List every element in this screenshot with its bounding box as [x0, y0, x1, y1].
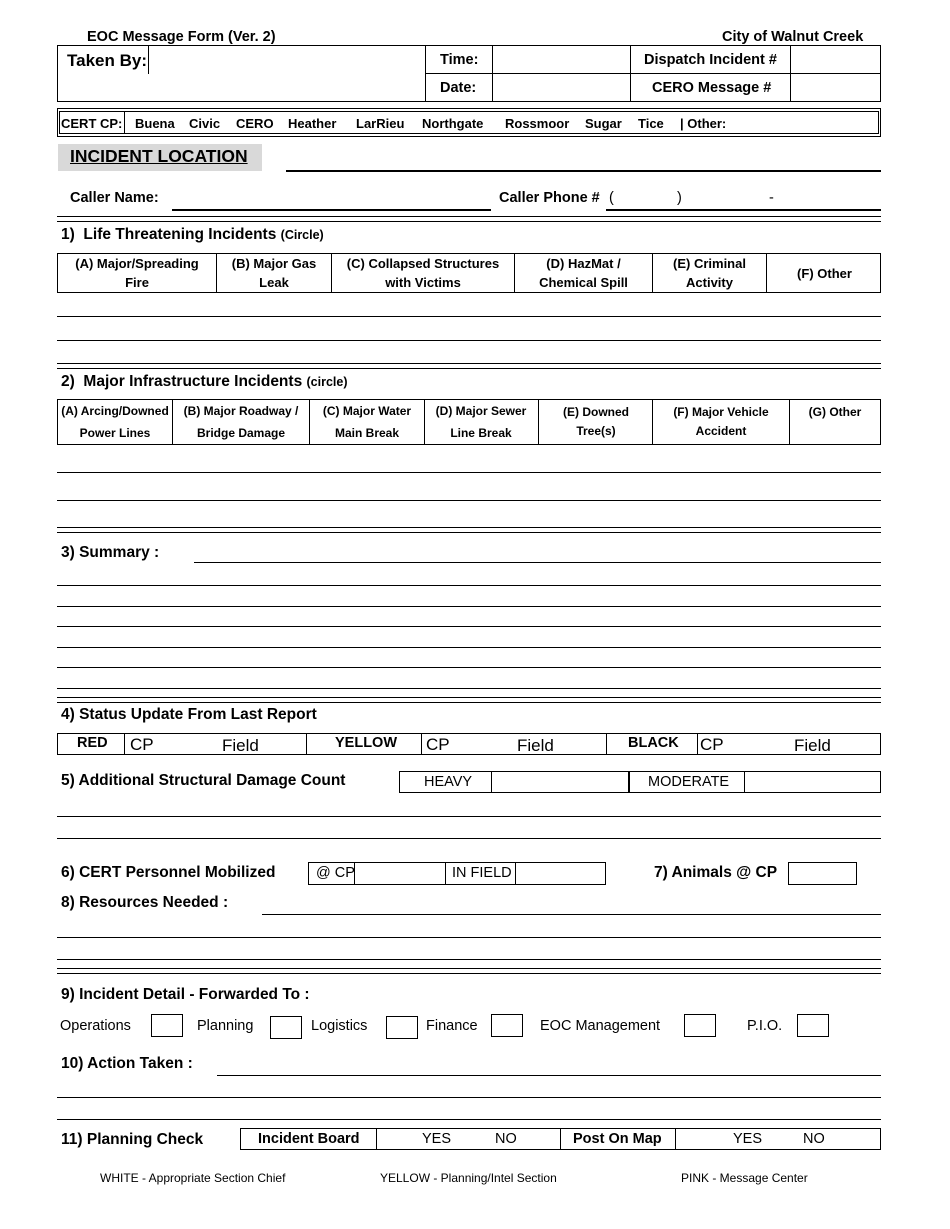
cert-cp-label: CERT CP:	[61, 116, 123, 131]
forward-eoc-management-label: EOC Management	[540, 1018, 661, 1034]
animals-label: 7) Animals @ CP	[654, 864, 778, 881]
time-field[interactable]	[494, 47, 628, 72]
dispatch-incident-field[interactable]	[792, 47, 878, 72]
black-label: BLACK	[628, 735, 679, 751]
incident-detail-label: 9) Incident Detail - Forwarded To :	[61, 986, 310, 1003]
taken-by-label: Taken By:	[67, 51, 147, 70]
caller-phone-label: Caller Phone #	[499, 190, 600, 206]
incident-board-label: Incident Board	[258, 1131, 360, 1147]
forward-logistics-checkbox[interactable]	[386, 1016, 418, 1039]
incident-location-title: INCIDENT LOCATION	[70, 146, 248, 166]
writing-line[interactable]	[57, 937, 881, 938]
at-cp-label: @ CP	[316, 865, 355, 881]
phone-close-paren: )	[677, 190, 682, 206]
resources-needed-label: 8) Resources Needed :	[61, 894, 229, 911]
post-on-map-yes[interactable]: YES	[733, 1131, 763, 1147]
caller-name-label: Caller Name:	[70, 190, 159, 206]
forward-pio-label: P.I.O.	[747, 1018, 783, 1034]
infrastructure-option[interactable]: (A) Arcing/Downed Power Lines	[61, 404, 169, 440]
life-threat-option[interactable]: (F) Other	[797, 265, 852, 281]
infrastructure-option[interactable]: (D) Major Sewer Line Break	[435, 404, 527, 440]
cero-message-field[interactable]	[792, 75, 878, 100]
writing-line[interactable]	[57, 316, 881, 317]
post-on-map-no[interactable]: NO	[803, 1131, 825, 1147]
summary-field[interactable]	[194, 562, 881, 563]
section1-heading: 1) Life Threatening Incidents (Circle)	[61, 226, 324, 243]
cert-cp-option[interactable]: Rossmoor	[505, 116, 570, 131]
forward-operations-checkbox[interactable]	[151, 1014, 183, 1037]
cert-cp-option[interactable]: Heather	[288, 116, 337, 131]
life-threat-option[interactable]: (D) HazMat / Chemical Spill	[539, 256, 628, 290]
resources-needed-field[interactable]	[262, 914, 881, 915]
infrastructure-option[interactable]: (B) Major Roadway / Bridge Damage	[183, 404, 299, 440]
infrastructure-option[interactable]: (G) Other	[808, 404, 862, 419]
forward-finance-label: Finance	[426, 1018, 478, 1034]
footer-yellow-copy: YELLOW - Planning/Intel Section	[380, 1171, 557, 1185]
date-field[interactable]	[494, 75, 628, 100]
status-update-label: 4) Status Update From Last Report	[61, 706, 317, 723]
cert-cp-other[interactable]: | Other:	[680, 116, 727, 131]
incident-location-field[interactable]	[286, 170, 881, 172]
footer-pink-copy: PINK - Message Center	[681, 1171, 808, 1185]
cert-cp-option[interactable]: Civic	[189, 116, 221, 131]
taken-by-field[interactable]	[150, 47, 422, 72]
date-label: Date:	[440, 80, 477, 96]
phone-open-paren: (	[609, 190, 614, 206]
post-on-map-label: Post On Map	[573, 1131, 662, 1147]
form-title: EOC Message Form (Ver. 2)	[87, 29, 276, 45]
heavy-count-field[interactable]	[493, 772, 627, 792]
forward-planning-label: Planning	[197, 1018, 254, 1034]
writing-line[interactable]	[57, 647, 881, 648]
section-divider	[57, 697, 881, 703]
life-threat-option[interactable]: (B) Major Gas Leak	[231, 256, 317, 290]
yellow-label: YELLOW	[335, 735, 398, 751]
writing-line[interactable]	[57, 500, 881, 501]
writing-line[interactable]	[57, 838, 881, 839]
caller-phone-field[interactable]	[606, 209, 881, 211]
life-threat-option[interactable]: (C) Collapsed Structures with Victims	[346, 256, 500, 290]
red-cp[interactable]: CP	[130, 735, 154, 754]
at-cp-field[interactable]	[356, 864, 443, 884]
writing-line[interactable]	[57, 959, 881, 960]
moderate-count-field[interactable]	[746, 772, 879, 792]
time-label: Time:	[440, 52, 479, 68]
dispatch-incident-label: Dispatch Incident #	[644, 52, 777, 68]
yellow-cp[interactable]: CP	[426, 735, 450, 754]
moderate-label: MODERATE	[648, 774, 730, 790]
cert-cp-option[interactable]: Northgate	[422, 116, 484, 131]
phone-dash: -	[769, 190, 774, 206]
forward-operations-label: Operations	[60, 1018, 131, 1034]
in-field-label: IN FIELD	[452, 865, 512, 881]
footer-white-copy: WHITE - Appropriate Section Chief	[100, 1171, 286, 1185]
black-field[interactable]: Field	[794, 736, 831, 755]
writing-line[interactable]	[57, 585, 881, 586]
structural-damage-label: 5) Additional Structural Damage Count	[61, 772, 346, 789]
heavy-label: HEAVY	[424, 774, 473, 790]
infrastructure-option[interactable]: (F) Major Vehicle Accident	[673, 405, 769, 438]
writing-line[interactable]	[57, 667, 881, 668]
cero-message-label: CERO Message #	[652, 80, 772, 96]
forward-pio-checkbox[interactable]	[797, 1014, 829, 1037]
writing-line[interactable]	[57, 1119, 881, 1120]
writing-line[interactable]	[57, 606, 881, 607]
cert-cp-option[interactable]: Tice	[638, 116, 664, 131]
life-threat-option[interactable]: (E) Criminal Activity	[673, 256, 746, 290]
writing-line[interactable]	[57, 626, 881, 627]
cert-cp-option[interactable]: CERO	[236, 116, 274, 131]
writing-line[interactable]	[57, 688, 881, 689]
cert-cp-option[interactable]: LarRieu	[356, 116, 405, 131]
in-field-field[interactable]	[517, 864, 604, 884]
red-field[interactable]: Field	[222, 736, 259, 755]
cert-cp-option[interactable]: Buena	[135, 116, 175, 131]
caller-name-field[interactable]	[172, 209, 491, 211]
forward-finance-checkbox[interactable]	[491, 1014, 523, 1037]
section-divider	[57, 968, 881, 974]
forward-logistics-label: Logistics	[311, 1018, 368, 1034]
section-divider	[57, 216, 881, 222]
infrastructure-option[interactable]: (E) Downed Tree(s)	[563, 405, 629, 438]
red-label: RED	[77, 735, 108, 751]
planning-check-label: 11) Planning Check	[61, 1131, 204, 1148]
forward-eoc-management-checkbox[interactable]	[684, 1014, 716, 1037]
infrastructure-option[interactable]: (C) Major Water Main Break	[322, 404, 412, 440]
black-cp[interactable]: CP	[700, 735, 724, 754]
cert-cp-option[interactable]: Sugar	[585, 116, 622, 131]
incident-board-yes[interactable]: YES	[422, 1131, 452, 1147]
writing-line[interactable]	[57, 340, 881, 341]
yellow-field[interactable]: Field	[517, 736, 554, 755]
incident-board-no[interactable]: NO	[495, 1131, 517, 1147]
animals-field[interactable]	[788, 862, 857, 885]
city-name: City of Walnut Creek	[722, 29, 864, 45]
summary-label: 3) Summary :	[61, 544, 160, 561]
action-taken-label: 10) Action Taken :	[61, 1055, 193, 1072]
writing-line[interactable]	[57, 1097, 881, 1098]
forward-planning-checkbox[interactable]	[270, 1016, 302, 1039]
cert-personnel-label: 6) CERT Personnel Mobilized	[61, 864, 276, 881]
section-divider	[57, 527, 881, 533]
status-update-table	[57, 733, 881, 755]
section-divider	[57, 363, 881, 369]
life-threat-option[interactable]: (A) Major/Spreading Fire	[75, 256, 199, 290]
writing-line[interactable]	[57, 816, 881, 817]
section2-heading: 2) Major Infrastructure Incidents (circle)	[61, 373, 348, 390]
action-taken-field[interactable]	[217, 1075, 881, 1076]
writing-line[interactable]	[57, 472, 881, 473]
